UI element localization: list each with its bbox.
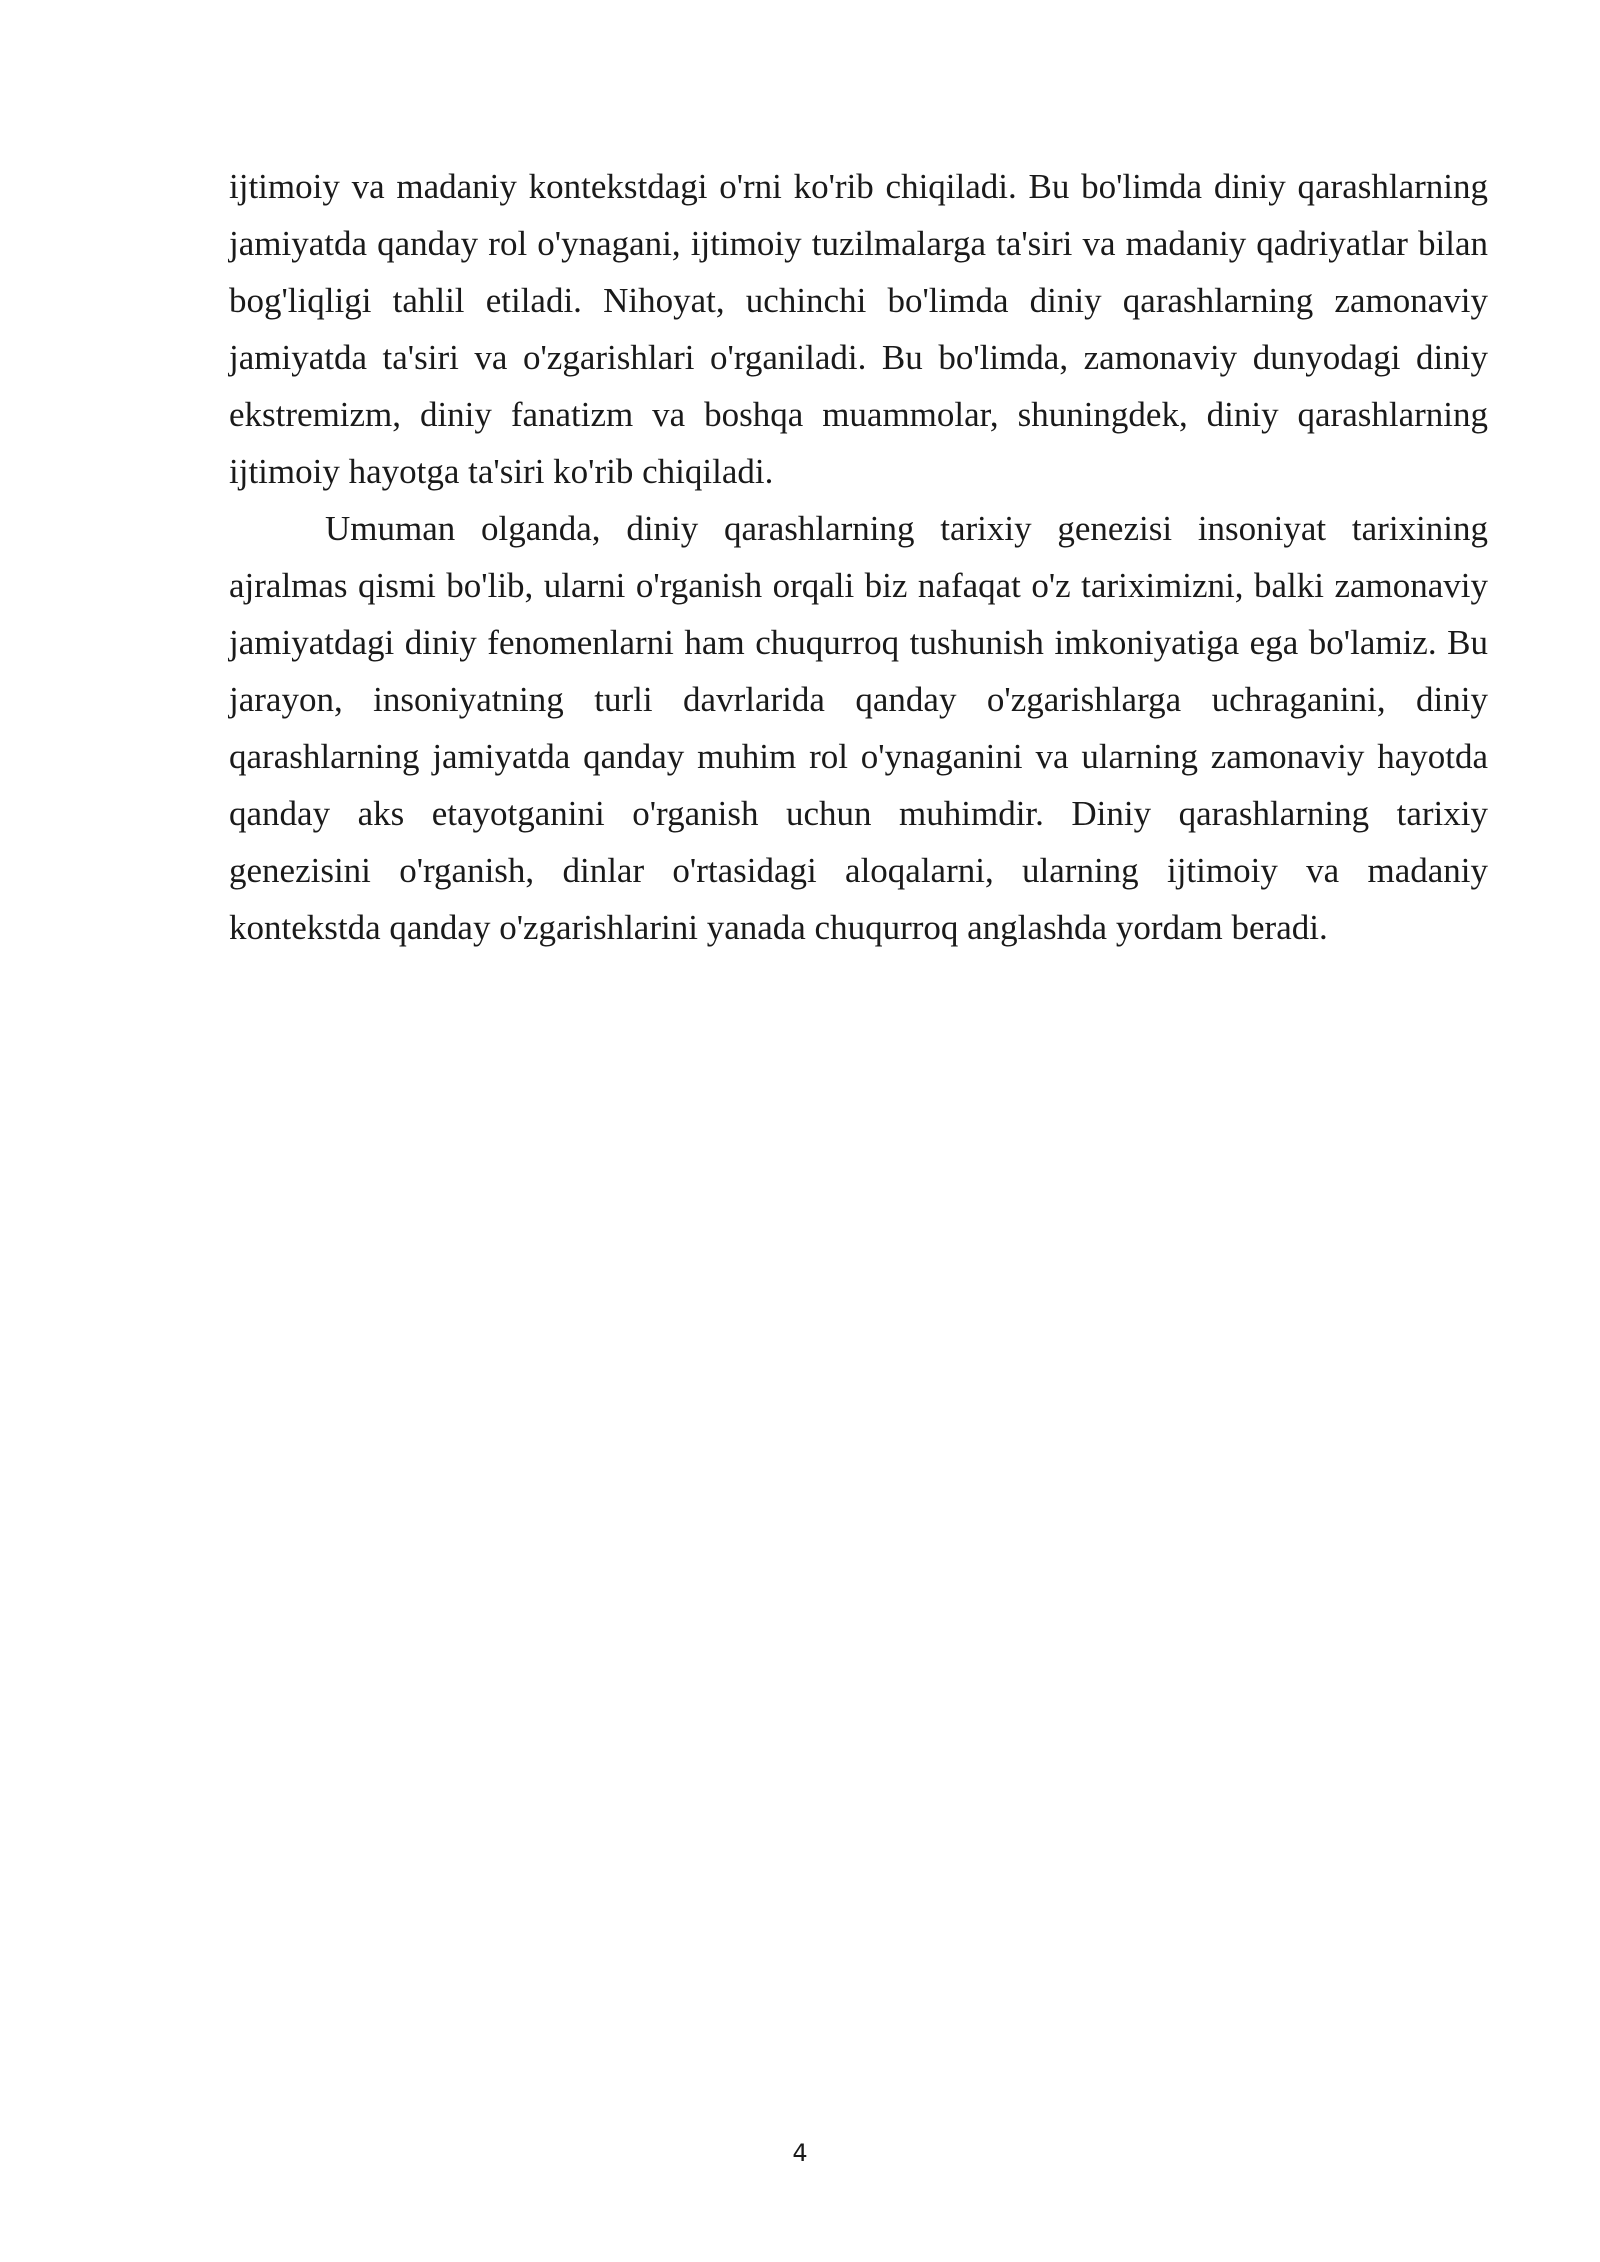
body-text [229, 158, 1488, 956]
page-number: 4 [792, 2139, 808, 2167]
paragraph-summary: Umuman olganda, diniy qarashlarning tarixiy genezisi insoniyat tarixining ajralmas qismi bo'lib, ularni o'rganish orqali biz nafaqat o'z tariximizni, balki zamonaviy jamiyatdagi diniy fenomenlarni ham chuqurroq tushunish imkoniyatiga ega bo'lamiz. Bu jarayon, insoniyatning turli davrlarida qanday o'zgarishlarga uchraganini, diniy qarashlarning jamiyatda qanday muhim rol o'ynaganini va ularning zamonaviy hayotda qanday aks etayotganini o'rganish uchun muhimdir. Diniy qarashlarning tarixiy genezisini o'rganish, dinlar o'rtasidagi aloqalarni, ularning ijtimoiy va madaniy kontekstda qanday o'zgarishlarini yanada chuqurroq anglashda yordam beradi. [229, 509, 1488, 947]
paragraph-continuation: ijtimoiy va madaniy kontekstdagi o'rni ko'rib chiqiladi. Bu bo'limda diniy qarashlarning jamiyatda qanday rol o'ynagani, ijtimoiy tuzilmalarga ta'siri va madaniy qadriyatlar bilan bog'liqligi tahlil etiladi. Nihoyat, uchinchi bo'limda diniy qarashlarning zamonaviy jamiyatda ta'siri va o'zgarishlari o'rganiladi. Bu bo'limda, zamonaviy dunyodagi diniy ekstremizm, diniy fanatizm va boshqa muammolar, shuningdek, diniy qarashlarning ijtimoiy hayotga ta'siri ko'rib chiqiladi. [229, 167, 1488, 491]
